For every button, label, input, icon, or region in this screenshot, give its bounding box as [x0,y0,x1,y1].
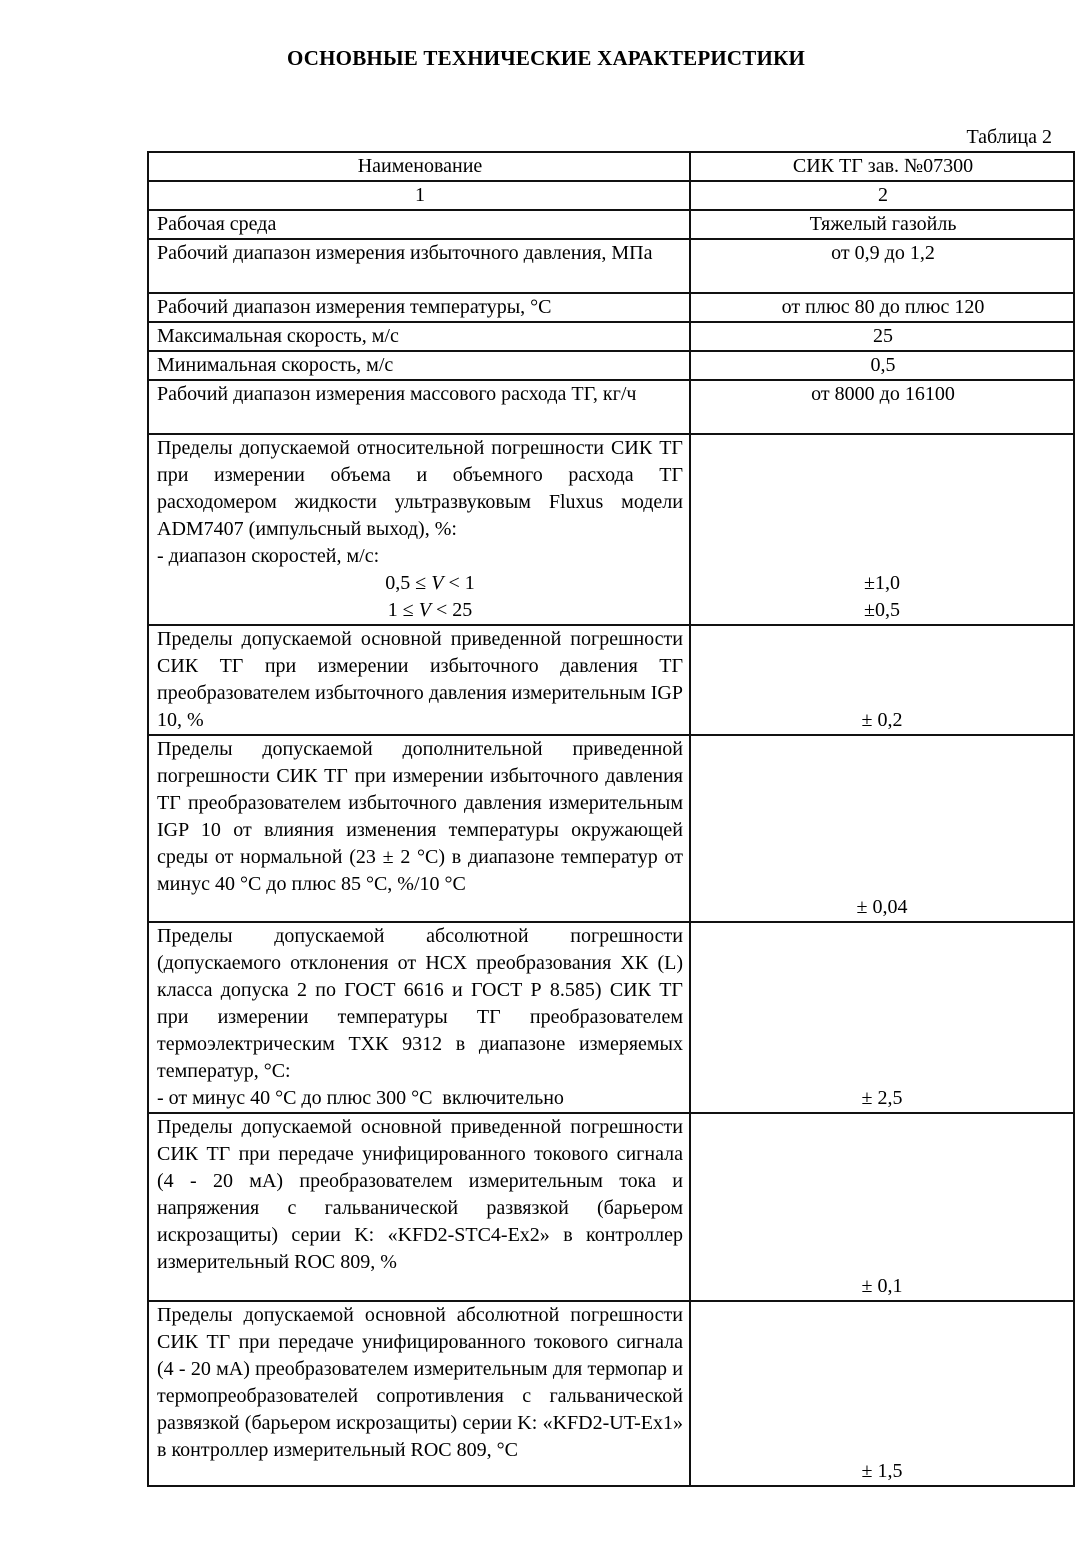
header-name: Наименование [148,152,690,181]
table-row [148,1301,1074,1486]
row-value: ± 2,5 [861,1087,903,1109]
table-row [148,239,1074,293]
table-row [148,322,1074,351]
row-name: Пределы допускаемой основной приведенной погрешности СИК ТГ при измерении избыточного давления ТГ преобразователем избыточного давления измерительным IGP 10, % [148,625,690,735]
row-name: Пределы допускаемой абсолютной погрешности (допускаемого отклонения от НСХ преобразования ХК (L) класса допуска 2 по ГОСТ 6616 и ГОСТ Р 8.585) СИК ТГ при измерении температуры ТГ преобразователем термоэлектрическим ТХК 9312 в диапазоне измеряемых температур, °С: [157,925,683,1082]
row-name: Рабочий диапазон измерения массового расхода ТГ, кг/ч [148,380,690,434]
row-name-cell [148,922,690,1113]
row-name: Пределы допускаемой основной абсолютной погрешности СИК ТГ при передаче унифицированного токового сигнала (4 - 20 мА) преобразователем измерительным для термопар и термопреобразователей сопротивления с гальванической развязкой (барьером искрозащиты) серии K: «KFD2-UT-Ex1» в контроллер измерительный ROC 809, °С [148,1301,690,1486]
velocity-range-1: 0,5 ≤ V < 1 [385,572,475,594]
row-value: 0,5 [690,351,1074,380]
row-value-cell [690,735,1074,922]
table-row [148,922,1074,1113]
row-name: Рабочий диапазон измерения температуры, °С [148,293,690,322]
row-subline: - от минус 40 °С до плюс 300 °С включительно [157,1087,564,1109]
column-number-row [148,181,1074,210]
row-value: ±1,0 [864,572,900,594]
row-value: Тяжелый газойль [690,210,1074,239]
row-value-cell [690,922,1074,1113]
column-number-1: 1 [148,181,690,210]
row-value: ± 1,5 [861,1460,903,1482]
velocity-range-2: 1 ≤ V < 25 [387,599,473,621]
table-row [148,293,1074,322]
row-name: Рабочая среда [148,210,690,239]
row-value: ± 0,2 [861,709,903,731]
row-value: 25 [690,322,1074,351]
specifications-table [147,151,1075,1487]
row-value: от 8000 до 16100 [690,380,1074,434]
row-name-cell [148,434,690,625]
table-row [148,735,1074,922]
table-row [148,625,1074,735]
table-caption: Таблица 2 [966,126,1052,148]
row-value-cell [690,1113,1074,1301]
row-name: Пределы допускаемой основной приведенной погрешности СИК ТГ при передаче унифицированного токового сигнала (4 - 20 мА) преобразователем измерительным тока и напряжения с гальванической развязкой (барьером искрозащиты) серии K: «KFD2-STC4-Ex2» в контроллер измерительный ROC 809, % [148,1113,690,1301]
header-value: СИК ТГ зав. №07300 [690,152,1074,181]
row-value: ± 0,04 [856,896,908,918]
table-row [148,434,1074,625]
row-name: Минимальная скорость, м/с [148,351,690,380]
row-value-cell [690,625,1074,735]
table-header-row [148,152,1074,181]
table-row [148,1113,1074,1301]
row-value: от 0,9 до 1,2 [690,239,1074,293]
row-value: от плюс 80 до плюс 120 [690,293,1074,322]
table-row [148,210,1074,239]
row-name: Пределы допускаемой дополнительной приведенной погрешности СИК ТГ при измерении избыточного давления ТГ преобразователем избыточного давления измерительным IGP 10 от влияния изменения температуры окружающей среды от нормальной (23 ± 2 °С) в диапазоне температур от минус 40 °С до плюс 85 °С, %/10 °С [148,735,690,922]
column-number-2: 2 [690,181,1074,210]
row-subheading: - диапазон скоростей, м/с: [157,545,380,567]
row-name: Пределы допускаемой относительной погрешности СИК ТГ при измерении объема и объемного расхода ТГ расходомером жидкости ультразвуковым Fluxus модели ADM7407 (импульсный выход), %: [157,437,683,540]
row-value-cell [690,434,1074,625]
table-row [148,380,1074,434]
row-value: ±0,5 [864,599,900,621]
row-value: ± 0,1 [861,1275,903,1297]
document-title: ОСНОВНЫЕ ТЕХНИЧЕСКИЕ ХАРАКТЕРИСТИКИ [286,46,805,70]
row-name: Рабочий диапазон измерения избыточного давления, МПа [148,239,690,293]
table-row [148,351,1074,380]
row-value-cell [690,1301,1074,1486]
row-name: Максимальная скорость, м/с [148,322,690,351]
